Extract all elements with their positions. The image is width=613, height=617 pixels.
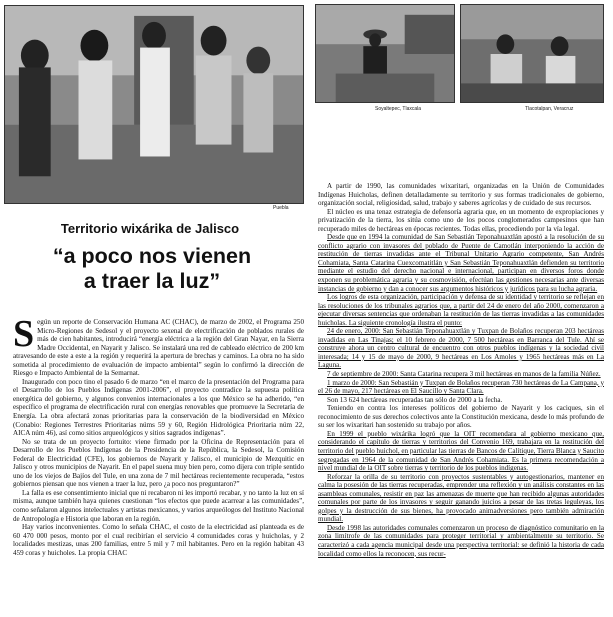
right-paragraph-8: Son 13 624 hectáreas recuperadas tan sólo de 2000 a la fecha.	[327, 395, 503, 404]
main-photo-caption: Puebla	[273, 205, 289, 211]
right-paragraph-12: Desde 1998 las autoridades comunales comenzaron un proceso de diagnóstico comunitario en la zona limítrofe de las comunidades para proteger territorial y ambientalmente su territorio. Se caracterizó a cada agencia municipal desde una perspectiva territorial: se definió la historia de cada localidad como ellos la reconocen, sus recur-	[318, 523, 604, 558]
right-paragraph-10: En 1999 el pueblo wixárika logró que la OIT recomendara al gobierno mexicano que, considerando el capítulo de tierras y territorios del Convenio 169, trabajara en la restitución del territorio del pueblo huichol, en particular las tierras de Bancos de Calítique, Tierra Blanca y Saucito segregadas en 1964 de la comunidad de San Andrés Cohamiata. Es la primera recomendación a nivel mundial de la OIT sobre tierras y territorio de los pueblos indígenas.	[318, 429, 604, 473]
right-paragraph-1: A partir de 1990, las comunidades wixaritari, organizadas en la Unión de Comunidades Indígenas Huicholas, definen detalladamente su territorio y sus formas tradicionales de gobierno, organización social, religiosidad, salud, trabajo y saberes agrícolas y de cuidado de sus recursos.	[318, 182, 604, 208]
top-right-photo	[460, 4, 604, 103]
left-paragraph-5: Hay varios inconvenientes. Como lo señala CHAC, el costo de la electricidad así planteada es de 60 470 000 pesos, monto por el cual recibirían el servicio 4 comunidades coras y huicholas, y 2 localidades mestizas, unas 200 familias, entre 5 mil y 7 mil habitantes. Pero en la región habitan 43 459 coras y huicholes. La propia CHAC	[13, 523, 304, 557]
main-photo	[4, 5, 304, 204]
headline-line-2: a traer la luz”	[83, 269, 221, 293]
article-kicker: Territorio wixárika de Jalisco	[60, 221, 240, 236]
right-paragraph-5: 24 de enero, 2000: San Sebastián Teponahuaxtlán y Tuxpan de Bolaños recuperan 203 hectáreas invadidas en Las Tinajas; el 10 febrero de 2000, 7 500 hectáreas en Barranca del Tule. Ahí se construye ahora un centro cultural de encuentro con otros pueblos indígenas y la sociedad civil interesada; 14 y 15 de mayo de 2000, 9 hectáreas en Los Amoles y 1965 hectáreas más en La Laguna.	[318, 327, 604, 370]
top-left-photo	[315, 4, 455, 103]
top-right-photo-caption: Tlacotalpan, Veracruz	[525, 106, 574, 112]
right-paragraph-9: Teniendo en contra los intereses políticos del gobierno de Nayarit y los caciques, sin el reconocimiento de sus derechos colectivos ante la Constitución mexicana, desde lo más profundo de su ser los wixaritari han sostenido su trabajo por años.	[318, 404, 604, 430]
right-column	[318, 182, 604, 558]
article-headline	[20, 244, 284, 294]
right-paragraph-2: El núcleo es una tenaz estrategia de defensoría agraria que, en un momento de expropiaciones y privatización de la tierra, los sitúa como uno de los pocos conglomerados campesinos que han recuperado miles de hectáreas en épocas recientes. Todas ellas, procediendo por la vía legal.	[318, 207, 604, 233]
drop-cap: S	[13, 313, 35, 355]
right-paragraph-11: Reforzar la orilla de su territorio con proyectos sustentables y autogestionarios, mantener en calma la posesión de las tierras recuperadas, emprender una reflexión y un análisis constantes en las asambleas comunales, resistir en paz las amenazas de muerte que han recibido algunas autoridades comunales por parte de los invasores y seguir ganando juicios a pesar de las tretas leguleyas, los golpes y la destrucción de sus bienes, ha provocado animadversiones pero también admiración mundial.	[318, 472, 604, 524]
right-paragraph-7: 1 marzo de 2000: San Sebastián y Tuxpan de Bolaños recuperan 730 hectáreas de La Campana, y el 26 de mayo, 217 hectáreas en El Saucillo y Santa Clara.	[318, 378, 604, 396]
headline-line-1: “a poco nos vienen	[52, 244, 252, 268]
right-paragraph-6: 7 de septiembre de 2000: Santa Catarina recupera 3 mil hectáreas en manos de la familia Núñez.	[327, 370, 601, 379]
top-left-photo-caption: Soyaltepec, Tlaxcala	[375, 106, 422, 112]
left-paragraph-4: La falla es ese consentimiento inicial que ni recabaron ni les importó recabar, y no tanto la luz en sí misma, aunque también haya quienes cuestionan “los efectos que puede acarrear a las comunidades”, como señalaron algunos intelectuales y artistas mexicanos, y varios arqueólogos del Instituto Nacional de Antropología e Historia que laboran en la región.	[13, 488, 304, 523]
right-paragraph-4: Los logros de esta organización, participación y defensa de su identidad y territorio se reflejan en las resoluciones de los tribunales agrarios que, a partir del 24 de enero del año 2000, comenzaron a ejecutar diversas sentencias que ordenaban la restitución de las tierras invadidas a las comunidades huicholas. La siguiente cronología ilustra el punto:	[318, 293, 604, 327]
left-paragraph-2: Inaugurado con poco tino el pasado 6 de marzo “en el marco de la presentación del Programa para el Desarrollo de los Pueblos Indígenas 2001-2006”, el proyecto contradice la supuesta política energética del gobierno, y algunos convenios internacionales a los que México se ha adherido, “en específico el programa de electrificación rural con energías renovables que promueve la Secretaría de Energía. La obra afectará zonas prioritarias para la conservación de la biodiversidad en México (Conabio: Regiones Terrestres Prioritarias núms 59 y 60, Región Hidrológica Prioritaria núm 22, AICA núm 46), así como sitios arqueológicos y sitios sagrados indígenas”.	[13, 377, 304, 438]
left-column	[13, 313, 304, 557]
left-paragraph-3: No se trata de un proyecto fortuito: viene firmado por la Oficina de Representación para el Desarrollo de los Pueblos Indígenas de la Presidencia de la República, la Sedesol, la Comisión Federal de Electricidad (CFE), los gobiernos de Nayarit y Jalisco, el municipio de Mezquitic en Jalisco y otros municipios de Nayarit. En el papel suena muy bien pero, como dijera con triple sentido uno de los viejos de Bajíos del Tule, en una zona de 7 mil hectáreas recientemente recuperada, “estos gobiernos piensan que nos vienen a traer la luz, pero ¿a poco nos preguntaron?”	[13, 437, 304, 489]
right-paragraph-3: Desde que en 1994 la comunidad de San Sebastián Teponahuaxtlán apostó a la resolución de su conflicto agrario con invasores del poblado de Puente de Camotlán interponiendo la acción de restitución de tierras invadidas ante el Tribunal Unitario Agrario competente, San Andrés Cohamiata, Santa Catarina Cuexcomatitlán y San Sebastián Teponahuaxtlán defienden su territorio mediante el estudio del derecho nacional e internacional, participan en diversos foros donde exponen su problemática agraria y su cosmovisión, efectúan las gestiones necesarias ante diversas instancias de gobierno y dan a conocer sus argumentos históricos y jurídicos para su lucha agraria.	[318, 233, 604, 293]
left-paragraph-1: Según un reporte de Conservación Humana AC (CHAC), de marzo de 2002, el Programa 250 Micro-Regiones de Sedesol y el proyecto sexenal de electrificación de poblados rurales de más de cien habitantes, introducirá “energía eléctrica a la región del Gran Nayar, en la Sierra Madre Occidental, en Nayarit y Jalisco. Se instalará una red de cableado eléctrico de 200 km atravesando de este a este a la región y requerirá la apertura de brechas y caminos. La obra no ha sido sometida al procedimiento de evaluación de impacto ambiental” según lo confirmó la dirección de Riesgo e Impacto Ambiental de la Semarnat.	[13, 313, 304, 378]
